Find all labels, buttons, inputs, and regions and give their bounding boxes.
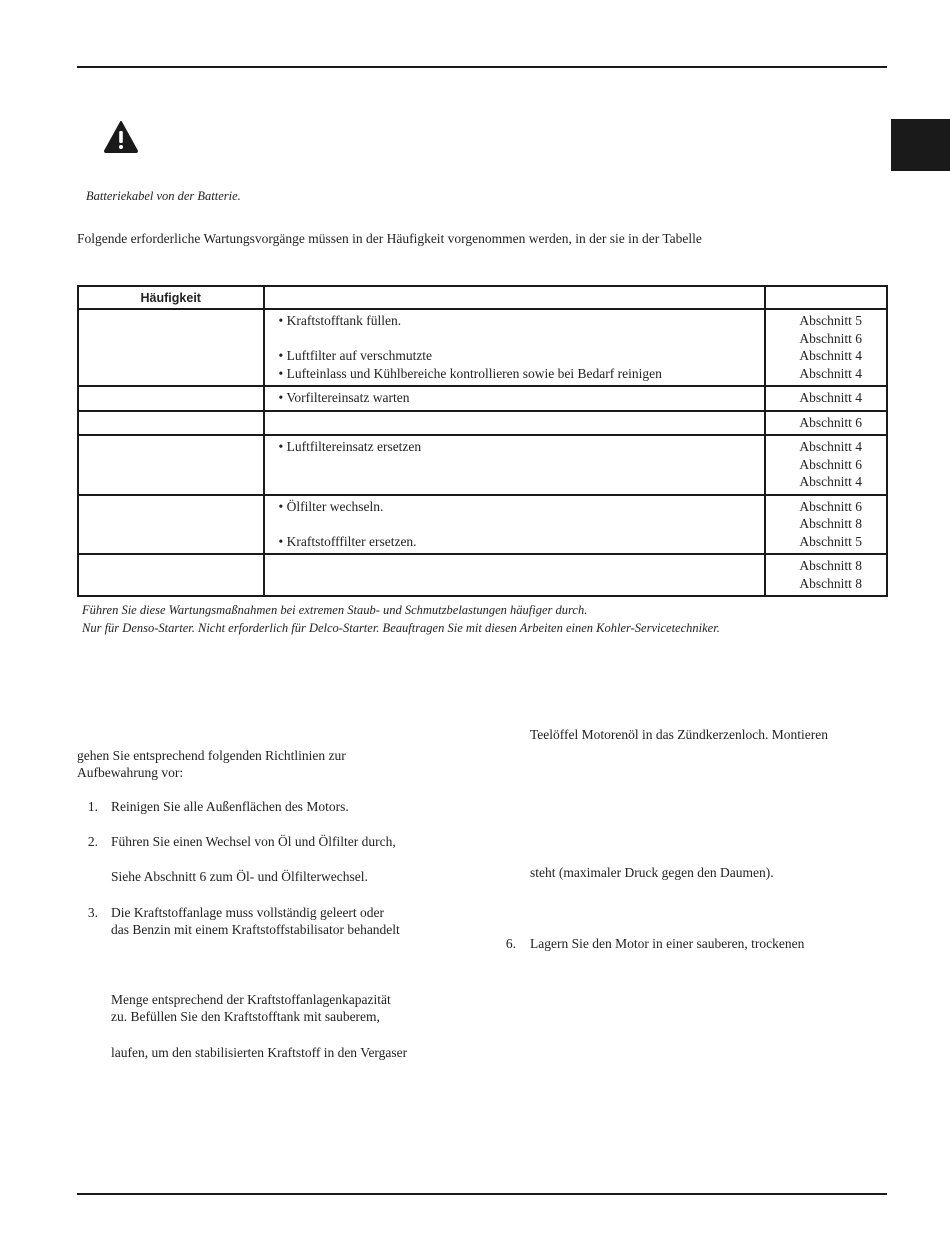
section-cell (765, 386, 887, 411)
section-ref: Abschnitt 4 (799, 390, 862, 405)
section-tab-marker (891, 119, 950, 171)
intro-paragraph: Folgende erforderliche Wartungsvorgänge müssen in der Häufigkeit vorgenommen werden, in der sie in der Tabelle (77, 231, 702, 246)
storage-intro-line: Aufbewahrung vor: (77, 765, 184, 780)
task-item (265, 515, 765, 533)
section-ref: Abschnitt 5 (799, 533, 862, 549)
task-cell (264, 411, 766, 436)
section-ref: Abschnitt 8 (799, 516, 862, 531)
section-ref: Abschnitt 6 (799, 414, 862, 430)
footnote: Führen Sie diese Wartungsmaßnahmen bei extremen Staub- und Schmutzbelastungen häufiger durch. (82, 603, 588, 617)
step-number: 1. (87, 799, 98, 814)
section-ref: Abschnitt 4 (799, 365, 862, 381)
step-subtext: Siehe Abschnitt 6 zum Öl- und Ölfilterwechsel. (111, 869, 368, 884)
header-frequency: Häufigkeit (78, 286, 264, 309)
step-text: Reinigen Sie alle Außenflächen des Motors. (111, 799, 349, 814)
section-cell (765, 435, 887, 495)
step-text: Lagern Sie den Motor in einer sauberen, trockenen (530, 936, 805, 951)
step-text: Führen Sie einen Wechsel von Öl und Ölfilter durch, (111, 834, 396, 849)
section-ref: Abschnitt 6 (799, 498, 862, 514)
right-col-text: steht (maximaler Druck gegen den Daumen). (530, 865, 774, 880)
task-item (265, 330, 765, 348)
step-text: das Benzin mit einem Kraftstoffstabilisator behandelt (111, 922, 400, 937)
section-cell (765, 411, 887, 436)
frequency-cell (78, 495, 264, 555)
section-ref: Abschnitt 8 (799, 558, 862, 573)
frequency-cell (78, 554, 264, 596)
task-cell (264, 386, 766, 411)
frequency-cell (78, 435, 264, 495)
section-ref: Abschnitt 4 (799, 439, 862, 454)
step-text: zu. Befüllen Sie den Kraftstofftank mit sauberem, (111, 1009, 380, 1024)
section-ref: Abschnitt 6 (799, 456, 862, 472)
section-cell (765, 554, 887, 596)
step-number: 2. (87, 834, 98, 849)
task-item (265, 473, 765, 491)
step-text: laufen, um den stabilisierten Kraftstoff in den Vergaser (111, 1045, 408, 1060)
task-item (265, 456, 765, 474)
table-row (78, 411, 887, 436)
section-ref: Abschnitt 4 (799, 474, 862, 489)
maintenance-table (77, 285, 888, 597)
step-text: Die Kraftstoffanlage muss vollständig geleert oder (111, 905, 385, 920)
footer-rule (77, 1193, 887, 1195)
task-item: • Kraftstofftank füllen. (278, 313, 402, 328)
caution-note: Batteriekabel von der Batterie. (86, 189, 241, 203)
task-item: • Luftfiltereinsatz ersetzen (278, 439, 422, 454)
task-item: • Vorfiltereinsatz warten (278, 390, 410, 405)
frequency-cell (78, 309, 264, 386)
section-ref: Abschnitt 6 (799, 330, 862, 346)
table-row (78, 495, 887, 555)
task-item (265, 575, 765, 593)
header-rule (77, 66, 887, 68)
frequency-cell (78, 386, 264, 411)
step-number: 6. (505, 936, 516, 951)
step-number: 3. (87, 905, 98, 920)
table-row (78, 435, 887, 495)
table-header-row (78, 286, 887, 309)
table-row (78, 386, 887, 411)
section-ref: Abschnitt 5 (799, 313, 862, 328)
table-row (78, 309, 887, 386)
task-item: • Luftfilter auf verschmutzte (278, 348, 433, 363)
section-ref: Abschnitt 8 (799, 575, 862, 591)
task-item: • Ölfilter wechseln. (278, 498, 384, 514)
section-ref: Abschnitt 4 (799, 348, 862, 363)
section-cell (765, 309, 887, 386)
section-cell (765, 495, 887, 555)
table-row (78, 554, 887, 596)
task-cell (264, 495, 766, 555)
task-cell (264, 309, 766, 386)
right-col-text: Teelöffel Motorenöl in das Zündkerzenloch. Montieren (530, 727, 828, 742)
task-item (265, 414, 765, 432)
task-item (265, 557, 765, 575)
step-text: Menge entsprechend der Kraftstoffanlagenkapazität (111, 992, 391, 1007)
task-item: • Kraftstofffilter ersetzen. (278, 533, 417, 549)
header-section (765, 286, 887, 309)
warning-icon (104, 121, 138, 153)
task-cell (264, 554, 766, 596)
storage-intro-line: gehen Sie entsprechend folgenden Richtlinien zur (77, 748, 346, 763)
task-item: • Lufteinlass und Kühlbereiche kontrollieren sowie bei Bedarf reinigen (278, 365, 662, 381)
header-task (264, 286, 766, 309)
frequency-cell (78, 411, 264, 436)
footnote: Nur für Denso-Starter. Nicht erforderlich für Delco-Starter. Beauftragen Sie mit diesen Arbeiten einen Kohler-Servicetechniker. (82, 621, 720, 635)
task-cell (264, 435, 766, 495)
